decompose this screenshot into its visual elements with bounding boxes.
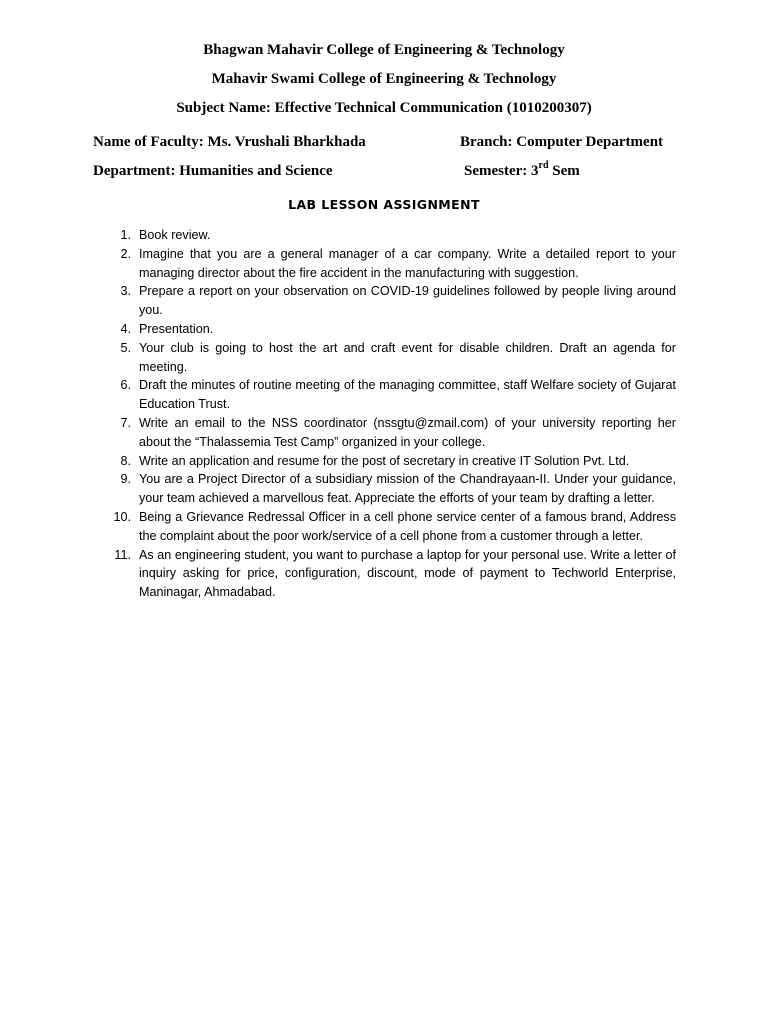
list-item-text: Your club is going to host the art and craft event for disable children. Draft an agenda for meeting. xyxy=(139,340,676,374)
list-item-text: Imagine that you are a general manager of a car company. Write a detailed report to your managing director about the fire accident in the manufacturing with suggestion. xyxy=(139,246,676,280)
list-item-number: 7. xyxy=(120,415,131,430)
list-item xyxy=(112,320,676,339)
list-item-number: 11. xyxy=(114,547,131,562)
list-item-number: 8. xyxy=(120,453,131,468)
list-item-text: Write an email to the NSS coordinator (nssgtu@zmail.com) of your university reporting her about the “Thalassemia Test Camp” organized in your college. xyxy=(139,415,676,449)
semester-prefix: Semester: 3 xyxy=(464,163,539,179)
list-item-number: 10. xyxy=(113,509,131,524)
subject-name: Subject Name: Effective Technical Communication (1010200307) xyxy=(176,100,592,116)
list-item xyxy=(112,339,676,377)
list-item-number: 9. xyxy=(120,472,131,487)
lab-lesson-title: LAB LESSON ASSIGNMENT xyxy=(288,197,480,212)
list-item xyxy=(112,470,676,508)
branch: Branch: Computer Department xyxy=(460,134,664,150)
faculty-name: Name of Faculty: Ms. Vrushali Bharkhada xyxy=(93,134,366,150)
list-item xyxy=(112,226,676,245)
list-item-text: As an engineering student, you want to purchase a laptop for your personal use. Write a letter of inquiry asking for price, configuration, discount, mode of payment to Techworld Enterprise, Maninagar, Ahmadabad. xyxy=(139,547,676,600)
department: Department: Humanities and Science xyxy=(93,163,333,179)
list-item-text: You are a Project Director of a subsidiary mission of the Chandrayaan-II. Under your guidance, your team achieved a marvellous feat. Appreciate the efforts of your team by drafting a letter. xyxy=(139,472,676,506)
assignment-list xyxy=(112,226,676,602)
semester-superscript: rd xyxy=(538,160,549,171)
list-item xyxy=(112,376,676,414)
list-item xyxy=(112,282,676,320)
semester xyxy=(464,160,580,180)
list-item xyxy=(112,508,676,546)
list-item xyxy=(112,452,676,471)
list-item-number: 1. xyxy=(120,228,131,242)
list-item-text: Write an application and resume for the post of secretary in creative IT Solution Pvt. Ltd. xyxy=(139,453,630,468)
list-item xyxy=(112,245,676,283)
list-item-number: 3. xyxy=(120,284,131,299)
list-item-number: 5. xyxy=(120,340,131,355)
list-item-number: 2. xyxy=(120,246,131,261)
college-name-1: Bhagwan Mahavir College of Engineering & Technology xyxy=(203,42,565,58)
list-item xyxy=(112,546,676,602)
list-item-text: Presentation. xyxy=(139,321,214,336)
list-item-number: 6. xyxy=(120,378,131,393)
college-name-2: Mahavir Swami College of Engineering & Technology xyxy=(211,71,557,87)
list-item xyxy=(112,414,676,452)
list-item-text: Draft the minutes of routine meeting of the managing committee, staff Welfare society of Gujarat Education Trust. xyxy=(139,378,676,412)
semester-suffix: Sem xyxy=(548,163,580,179)
list-item-text: Being a Grievance Redressal Officer in a cell phone service center of a famous brand, Address the complaint about the poor work/service of a cell phone from a customer through a letter. xyxy=(139,509,676,543)
list-item-number: 4. xyxy=(120,321,131,336)
list-item-text: Prepare a report on your observation on COVID-19 guidelines followed by people living around you. xyxy=(139,284,676,318)
list-item-text: Book review. xyxy=(139,228,211,242)
